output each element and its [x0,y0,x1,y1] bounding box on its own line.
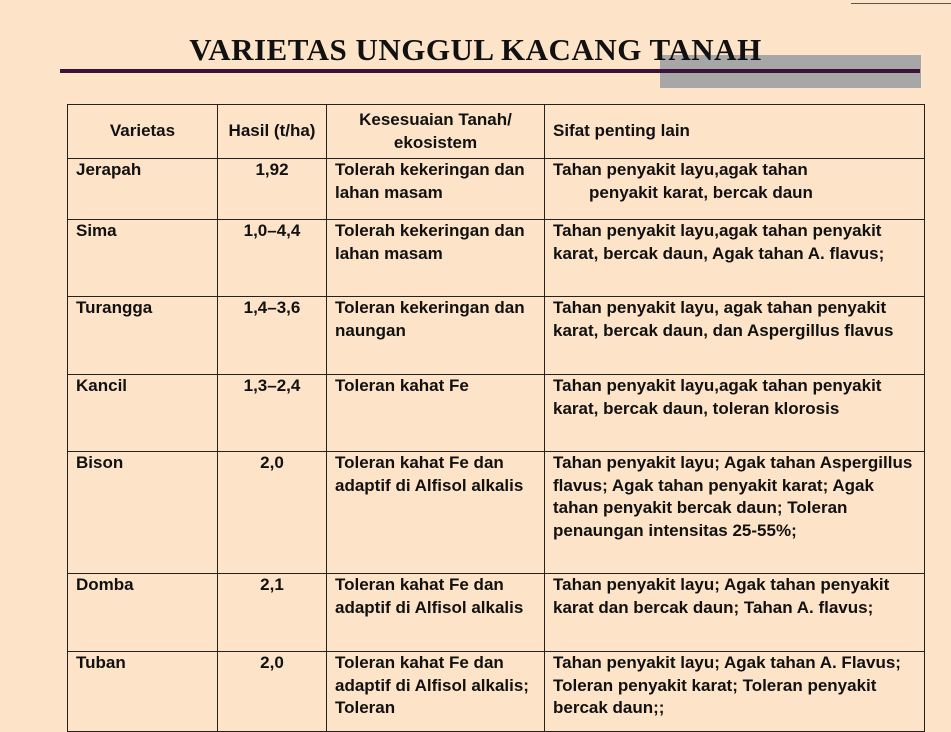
cell-hasil: 1,4–3,6 [218,297,327,375]
header-sifat: Sifat penting lain [545,105,925,159]
cell-kesesuaian: Tolerah kekeringan dan lahan masam [327,159,545,220]
header-varietas: Varietas [68,105,218,159]
cell-sifat: Tahan penyakit layu,agak tahan penyakit karat, bercak daun, Agak tahan A. flavus; [545,220,925,297]
cell-varietas: Sima [68,220,218,297]
cell-hasil: 1,0–4,4 [218,220,327,297]
cell-sifat: Tahan penyakit layu; Agak tahan penyakit karat dan bercak daun; Tahan A. flavus; [545,574,925,652]
cell-varietas: Turangga [68,297,218,375]
cell-hasil: 2,0 [218,652,327,732]
cell-kesesuaian: Tolerah kekeringan dan lahan masam [327,220,545,297]
cell-kesesuaian: Toleran kahat Fe dan adaptif di Alfisol alkalis [327,452,545,574]
cell-hasil: 2,1 [218,574,327,652]
cell-hasil: 1,3–2,4 [218,375,327,452]
cell-sifat: Tahan penyakit layu; Agak tahan Aspergillus flavus; Agak tahan penyakit karat; Agak tahan penyakit bercak daun; Toleran penaungan intensitas 25-55%; [545,452,925,574]
cell-sifat: Tahan penyakit layu,agak tahan penyakit karat, bercak daun, toleran klorosis [545,375,925,452]
header-kesesuaian: Kesesuaian Tanah/ ekosistem [327,105,545,159]
cell-sifat: Tahan penyakit layu, agak tahan penyakit karat, bercak daun, dan Aspergillus flavus [545,297,925,375]
cell-sifat-line2: penyakit karat, bercak daun [589,182,813,202]
varieties-table [67,104,925,732]
top-edge-line [851,3,951,4]
table-row [68,452,925,574]
cell-varietas: Domba [68,574,218,652]
table-row [68,375,925,452]
cell-varietas: Jerapah [68,159,218,220]
table-row [68,574,925,652]
cell-varietas: Tuban [68,652,218,732]
cell-kesesuaian: Toleran kahat Fe dan adaptif di Alfisol alkalis; Toleran [327,652,545,732]
cell-sifat: Tahan penyakit layu; Agak tahan A. Flavus; Toleran penyakit karat; Toleran penyakit bercak daun;; [545,652,925,732]
table-row [68,652,925,732]
header-hasil: Hasil (t/ha) [218,105,327,159]
header-row [68,105,925,159]
cell-sifat [545,159,925,220]
cell-kesesuaian: Toleran kekeringan dan naungan [327,297,545,375]
title-underline [60,69,920,73]
table-row [68,220,925,297]
cell-sifat-line1: Tahan penyakit layu,agak tahan [553,160,808,179]
table-row [68,159,925,220]
cell-hasil: 2,0 [218,452,327,574]
cell-varietas: Bison [68,452,218,574]
cell-kesesuaian: Toleran kahat Fe dan adaptif di Alfisol alkalis [327,574,545,652]
cell-hasil: 1,92 [218,159,327,220]
cell-varietas: Kancil [68,375,218,452]
table-row [68,297,925,375]
slide-title: VARIETAS UNGGUL KACANG TANAH [189,32,762,67]
cell-kesesuaian: Toleran kahat Fe [327,375,545,452]
